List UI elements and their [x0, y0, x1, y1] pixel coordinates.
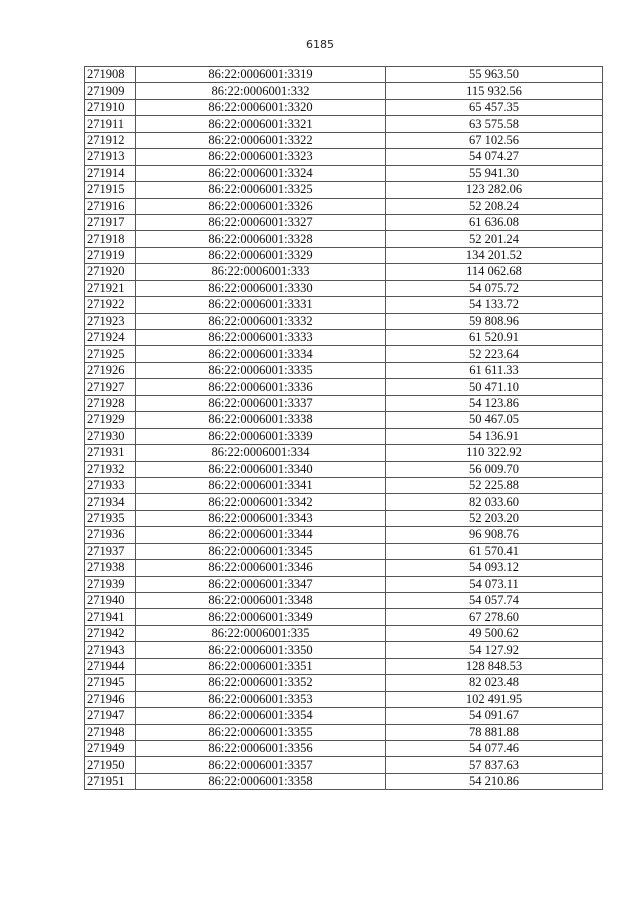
table-row — [85, 99, 603, 115]
value-cell: 61 636.08 — [386, 214, 603, 230]
cadastral-number-cell: 86:22:0006001:3333 — [136, 330, 386, 346]
row-number-cell: 271941 — [85, 609, 136, 625]
cadastral-number-cell: 86:22:0006001:3349 — [136, 609, 386, 625]
value-cell: 52 225.88 — [386, 477, 603, 493]
row-number-cell: 271911 — [85, 116, 136, 132]
table-row — [85, 132, 603, 148]
table-row — [85, 67, 603, 83]
table-row — [85, 510, 603, 526]
cadastral-number-cell: 86:22:0006001:3338 — [136, 412, 386, 428]
row-number-cell: 271948 — [85, 724, 136, 740]
value-cell: 54 123.86 — [386, 395, 603, 411]
row-number-cell: 271926 — [85, 362, 136, 378]
row-number-cell: 271909 — [85, 83, 136, 99]
row-number-cell: 271930 — [85, 428, 136, 444]
cadastral-number-cell: 86:22:0006001:3356 — [136, 740, 386, 756]
value-cell: 54 077.46 — [386, 740, 603, 756]
value-cell: 55 963.50 — [386, 67, 603, 83]
table-row — [85, 362, 603, 378]
row-number-cell: 271950 — [85, 757, 136, 773]
table-row — [85, 428, 603, 444]
page-number: 6185 — [306, 38, 334, 51]
value-cell: 54 057.74 — [386, 593, 603, 609]
value-cell: 50 467.05 — [386, 412, 603, 428]
row-number-cell: 271942 — [85, 625, 136, 641]
row-number-cell: 271925 — [85, 346, 136, 362]
value-cell: 50 471.10 — [386, 379, 603, 395]
table-row — [85, 330, 603, 346]
table-row — [85, 527, 603, 543]
cadastral-number-cell: 86:22:0006001:3337 — [136, 395, 386, 411]
cadastral-number-cell: 86:22:0006001:3358 — [136, 773, 386, 789]
row-number-cell: 271945 — [85, 675, 136, 691]
row-number-cell: 271920 — [85, 264, 136, 280]
value-cell: 78 881.88 — [386, 724, 603, 740]
table-row — [85, 477, 603, 493]
value-cell: 61 520.91 — [386, 330, 603, 346]
table-row — [85, 625, 603, 641]
value-cell: 54 074.27 — [386, 149, 603, 165]
row-number-cell: 271918 — [85, 231, 136, 247]
value-cell: 96 908.76 — [386, 527, 603, 543]
value-cell: 54 127.92 — [386, 642, 603, 658]
cadastral-number-cell: 86:22:0006001:3353 — [136, 691, 386, 707]
value-cell: 54 210.86 — [386, 773, 603, 789]
cadastral-number-cell: 86:22:0006001:3322 — [136, 132, 386, 148]
cadastral-number-cell: 86:22:0006001:335 — [136, 625, 386, 641]
table-row — [85, 494, 603, 510]
row-number-cell: 271912 — [85, 132, 136, 148]
value-cell: 102 491.95 — [386, 691, 603, 707]
value-cell: 82 023.48 — [386, 675, 603, 691]
cadastral-number-cell: 86:22:0006001:3321 — [136, 116, 386, 132]
value-cell: 115 932.56 — [386, 83, 603, 99]
value-cell: 128 848.53 — [386, 658, 603, 674]
table-row — [85, 757, 603, 773]
value-cell: 123 282.06 — [386, 182, 603, 198]
value-cell: 67 102.56 — [386, 132, 603, 148]
value-cell: 54 136.91 — [386, 428, 603, 444]
table-row — [85, 182, 603, 198]
table-row — [85, 576, 603, 592]
cadastral-number-cell: 86:22:0006001:3332 — [136, 313, 386, 329]
row-number-cell: 271934 — [85, 494, 136, 510]
row-number-cell: 271917 — [85, 214, 136, 230]
table-body — [85, 67, 603, 790]
table-row — [85, 560, 603, 576]
cadastral-number-cell: 86:22:0006001:3339 — [136, 428, 386, 444]
cadastral-number-cell: 86:22:0006001:3326 — [136, 198, 386, 214]
cadastral-number-cell: 86:22:0006001:3347 — [136, 576, 386, 592]
row-number-cell: 271924 — [85, 330, 136, 346]
cadastral-number-cell: 86:22:0006001:3351 — [136, 658, 386, 674]
table-row — [85, 379, 603, 395]
cadastral-number-cell: 86:22:0006001:333 — [136, 264, 386, 280]
table-row — [85, 658, 603, 674]
table-row — [85, 708, 603, 724]
table-row — [85, 231, 603, 247]
row-number-cell: 271921 — [85, 280, 136, 296]
row-number-cell: 271923 — [85, 313, 136, 329]
cadastral-number-cell: 86:22:0006001:3320 — [136, 99, 386, 115]
table-row — [85, 773, 603, 789]
value-cell: 54 133.72 — [386, 297, 603, 313]
value-cell: 52 203.20 — [386, 510, 603, 526]
table-row — [85, 543, 603, 559]
value-cell: 114 062.68 — [386, 264, 603, 280]
cadastral-number-cell: 86:22:0006001:3325 — [136, 182, 386, 198]
cadastral-number-cell: 86:22:0006001:3350 — [136, 642, 386, 658]
table-row — [85, 165, 603, 181]
table-row — [85, 675, 603, 691]
table-row — [85, 691, 603, 707]
cadastral-number-cell: 86:22:0006001:3354 — [136, 708, 386, 724]
cadastral-number-cell: 86:22:0006001:3336 — [136, 379, 386, 395]
cadastral-number-cell: 86:22:0006001:3346 — [136, 560, 386, 576]
registry-table — [84, 66, 603, 790]
cadastral-number-cell: 86:22:0006001:332 — [136, 83, 386, 99]
value-cell: 63 575.58 — [386, 116, 603, 132]
row-number-cell: 271933 — [85, 477, 136, 493]
value-cell: 54 091.67 — [386, 708, 603, 724]
cadastral-number-cell: 86:22:0006001:3343 — [136, 510, 386, 526]
table-row — [85, 461, 603, 477]
table-row — [85, 724, 603, 740]
value-cell: 61 570.41 — [386, 543, 603, 559]
row-number-cell: 271915 — [85, 182, 136, 198]
cadastral-number-cell: 86:22:0006001:3330 — [136, 280, 386, 296]
table-row — [85, 412, 603, 428]
value-cell: 52 201.24 — [386, 231, 603, 247]
cadastral-number-cell: 86:22:0006001:3342 — [136, 494, 386, 510]
value-cell: 65 457.35 — [386, 99, 603, 115]
cadastral-number-cell: 86:22:0006001:3327 — [136, 214, 386, 230]
value-cell: 54 075.72 — [386, 280, 603, 296]
table-row — [85, 247, 603, 263]
value-cell: 59 808.96 — [386, 313, 603, 329]
row-number-cell: 271936 — [85, 527, 136, 543]
cadastral-number-cell: 86:22:0006001:3335 — [136, 362, 386, 378]
cadastral-number-cell: 86:22:0006001:3357 — [136, 757, 386, 773]
value-cell: 56 009.70 — [386, 461, 603, 477]
value-cell: 134 201.52 — [386, 247, 603, 263]
table-row — [85, 395, 603, 411]
row-number-cell: 271927 — [85, 379, 136, 395]
row-number-cell: 271919 — [85, 247, 136, 263]
cadastral-number-cell: 86:22:0006001:3355 — [136, 724, 386, 740]
row-number-cell: 271951 — [85, 773, 136, 789]
table-row — [85, 740, 603, 756]
cadastral-number-cell: 86:22:0006001:3334 — [136, 346, 386, 362]
cadastral-number-cell: 86:22:0006001:334 — [136, 445, 386, 461]
cadastral-number-cell: 86:22:0006001:3352 — [136, 675, 386, 691]
value-cell: 57 837.63 — [386, 757, 603, 773]
table-row — [85, 313, 603, 329]
table-row — [85, 83, 603, 99]
cadastral-number-cell: 86:22:0006001:3329 — [136, 247, 386, 263]
value-cell: 52 208.24 — [386, 198, 603, 214]
cadastral-number-cell: 86:22:0006001:3331 — [136, 297, 386, 313]
cadastral-number-cell: 86:22:0006001:3341 — [136, 477, 386, 493]
value-cell: 82 033.60 — [386, 494, 603, 510]
value-cell: 49 500.62 — [386, 625, 603, 641]
row-number-cell: 271922 — [85, 297, 136, 313]
value-cell: 110 322.92 — [386, 445, 603, 461]
value-cell: 54 093.12 — [386, 560, 603, 576]
row-number-cell: 271931 — [85, 445, 136, 461]
value-cell: 54 073.11 — [386, 576, 603, 592]
row-number-cell: 271944 — [85, 658, 136, 674]
value-cell: 52 223.64 — [386, 346, 603, 362]
row-number-cell: 271908 — [85, 67, 136, 83]
table-row — [85, 593, 603, 609]
table-row — [85, 609, 603, 625]
table-row — [85, 297, 603, 313]
cadastral-number-cell: 86:22:0006001:3328 — [136, 231, 386, 247]
cadastral-number-cell: 86:22:0006001:3323 — [136, 149, 386, 165]
value-cell: 55 941.30 — [386, 165, 603, 181]
table-row — [85, 346, 603, 362]
row-number-cell: 271939 — [85, 576, 136, 592]
cadastral-number-cell: 86:22:0006001:3319 — [136, 67, 386, 83]
row-number-cell: 271935 — [85, 510, 136, 526]
row-number-cell: 271916 — [85, 198, 136, 214]
row-number-cell: 271932 — [85, 461, 136, 477]
table-row — [85, 642, 603, 658]
row-number-cell: 271949 — [85, 740, 136, 756]
value-cell: 67 278.60 — [386, 609, 603, 625]
table-row — [85, 116, 603, 132]
row-number-cell: 271938 — [85, 560, 136, 576]
cadastral-number-cell: 86:22:0006001:3324 — [136, 165, 386, 181]
row-number-cell: 271910 — [85, 99, 136, 115]
row-number-cell: 271940 — [85, 593, 136, 609]
cadastral-number-cell: 86:22:0006001:3344 — [136, 527, 386, 543]
row-number-cell: 271928 — [85, 395, 136, 411]
row-number-cell: 271914 — [85, 165, 136, 181]
table-row — [85, 198, 603, 214]
row-number-cell: 271946 — [85, 691, 136, 707]
cadastral-number-cell: 86:22:0006001:3348 — [136, 593, 386, 609]
cadastral-number-cell: 86:22:0006001:3340 — [136, 461, 386, 477]
row-number-cell: 271913 — [85, 149, 136, 165]
table-row — [85, 445, 603, 461]
row-number-cell: 271937 — [85, 543, 136, 559]
table-row — [85, 264, 603, 280]
row-number-cell: 271947 — [85, 708, 136, 724]
table-row — [85, 280, 603, 296]
row-number-cell: 271943 — [85, 642, 136, 658]
value-cell: 61 611.33 — [386, 362, 603, 378]
table-row — [85, 149, 603, 165]
cadastral-number-cell: 86:22:0006001:3345 — [136, 543, 386, 559]
table-row — [85, 214, 603, 230]
row-number-cell: 271929 — [85, 412, 136, 428]
